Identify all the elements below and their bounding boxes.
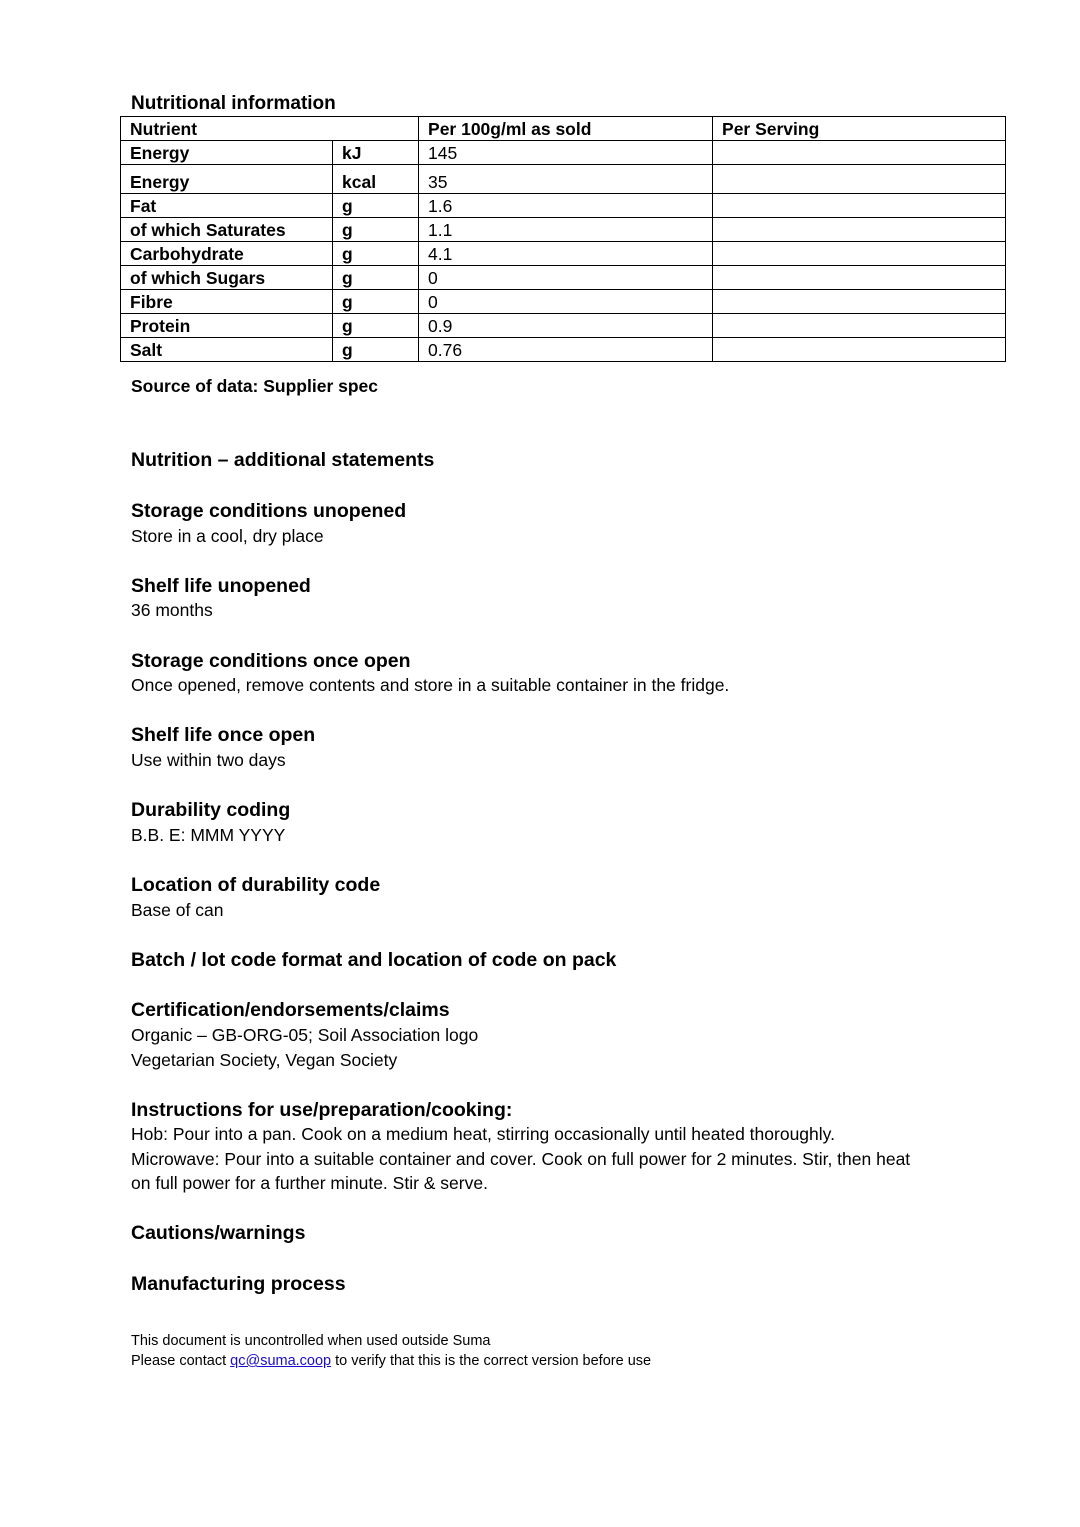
nutrient-unit: g — [333, 314, 419, 338]
nutrient-per-100: 0 — [419, 266, 713, 290]
durability-coding-text: B.B. E: MMM YYYY — [131, 825, 286, 845]
nutrient-unit: g — [333, 338, 419, 362]
nutrient-name: Protein — [121, 314, 333, 338]
header-per-serving: Per Serving — [713, 117, 1006, 141]
table-row — [121, 165, 1006, 194]
shelf-life-open-heading: Shelf life once open — [131, 724, 316, 746]
nutrient-per-100: 4.1 — [419, 242, 713, 266]
nutrient-name: Energy — [121, 165, 333, 194]
table-row — [121, 242, 1006, 266]
nutrient-name: Fibre — [121, 290, 333, 314]
nutrient-name: Fat — [121, 194, 333, 218]
document-footer — [131, 1331, 651, 1371]
nutrient-name: Carbohydrate — [121, 242, 333, 266]
instructions-line-3: on full power for a further minute. Stir & serve. — [131, 1173, 488, 1193]
additional-statements-heading: Nutrition – additional statements — [131, 449, 435, 471]
nutrition-table — [120, 116, 1006, 362]
table-row — [121, 218, 1006, 242]
nutrient-unit: g — [333, 242, 419, 266]
storage-open-text: Once opened, remove contents and store in a suitable container in the fridge. — [131, 675, 730, 695]
table-row — [121, 141, 1006, 165]
nutrient-per-serving — [713, 314, 1006, 338]
nutrient-per-100: 0.76 — [419, 338, 713, 362]
durability-location-text: Base of can — [131, 900, 224, 920]
table-row — [121, 338, 1006, 362]
nutrient-per-100: 1.6 — [419, 194, 713, 218]
durability-location-heading: Location of durability code — [131, 874, 381, 896]
table-row — [121, 314, 1006, 338]
shelf-life-unopened-heading: Shelf life unopened — [131, 575, 311, 597]
footer-line-1: This document is uncontrolled when used outside Suma — [131, 1333, 491, 1349]
nutrient-per-100: 0.9 — [419, 314, 713, 338]
certification-line-1: Organic – GB-ORG-05; Soil Association logo — [131, 1025, 479, 1045]
nutrient-per-100: 1.1 — [419, 218, 713, 242]
nutrient-per-serving — [713, 218, 1006, 242]
table-header-row — [121, 117, 1006, 141]
footer-contact-suffix: to verify that this is the correct version before use — [331, 1353, 652, 1369]
nutrient-unit: kJ — [333, 141, 419, 165]
batch-code-heading: Batch / lot code format and location of code on pack — [131, 949, 617, 971]
footer-line-2 — [131, 1351, 651, 1371]
table-row — [121, 290, 1006, 314]
durability-coding-heading: Durability coding — [131, 799, 291, 821]
storage-unopened-heading: Storage conditions unopened — [131, 500, 407, 522]
nutrient-per-serving — [713, 290, 1006, 314]
contact-email-link[interactable]: qc@suma.coop — [230, 1353, 332, 1369]
nutrient-name: of which Sugars — [121, 266, 333, 290]
shelf-life-open-text: Use within two days — [131, 750, 286, 770]
nutrient-per-100: 0 — [419, 290, 713, 314]
nutrient-unit: kcal — [333, 165, 419, 194]
nutrient-per-serving — [713, 141, 1006, 165]
storage-open-heading: Storage conditions once open — [131, 650, 411, 672]
nutrient-per-100: 35 — [419, 165, 713, 194]
table-row — [121, 194, 1006, 218]
manufacturing-heading: Manufacturing process — [131, 1273, 346, 1295]
nutrient-per-serving — [713, 338, 1006, 362]
nutrient-unit: g — [333, 194, 419, 218]
shelf-life-unopened-text: 36 months — [131, 600, 213, 620]
nutrient-name: Salt — [121, 338, 333, 362]
nutrient-per-serving — [713, 165, 1006, 194]
nutrient-name: Energy — [121, 141, 333, 165]
data-source-note: Source of data: Supplier spec — [131, 376, 378, 396]
instructions-heading: Instructions for use/preparation/cooking: — [131, 1099, 513, 1121]
nutrition-title: Nutritional information — [131, 93, 336, 114]
nutrient-per-serving — [713, 194, 1006, 218]
nutrient-unit: g — [333, 266, 419, 290]
table-row — [121, 266, 1006, 290]
nutrient-per-100: 145 — [419, 141, 713, 165]
header-per-100: Per 100g/ml as sold — [419, 117, 713, 141]
instructions-line-2: Microwave: Pour into a suitable container and cover. Cook on full power for 2 minutes. Stir, then heat — [131, 1149, 911, 1169]
nutrient-unit: g — [333, 218, 419, 242]
storage-unopened-text: Store in a cool, dry place — [131, 526, 324, 546]
footer-contact-prefix: Please contact — [131, 1353, 231, 1369]
certification-line-2: Vegetarian Society, Vegan Society — [131, 1050, 398, 1070]
instructions-line-1: Hob: Pour into a pan. Cook on a medium heat, stirring occasionally until heated thoroughly. — [131, 1124, 835, 1144]
nutrient-per-serving — [713, 266, 1006, 290]
nutrient-per-serving — [713, 242, 1006, 266]
header-nutrient: Nutrient — [121, 117, 419, 141]
nutrient-unit: g — [333, 290, 419, 314]
nutrient-name: of which Saturates — [121, 218, 333, 242]
cautions-heading: Cautions/warnings — [131, 1222, 306, 1244]
certification-heading: Certification/endorsements/claims — [131, 999, 450, 1021]
